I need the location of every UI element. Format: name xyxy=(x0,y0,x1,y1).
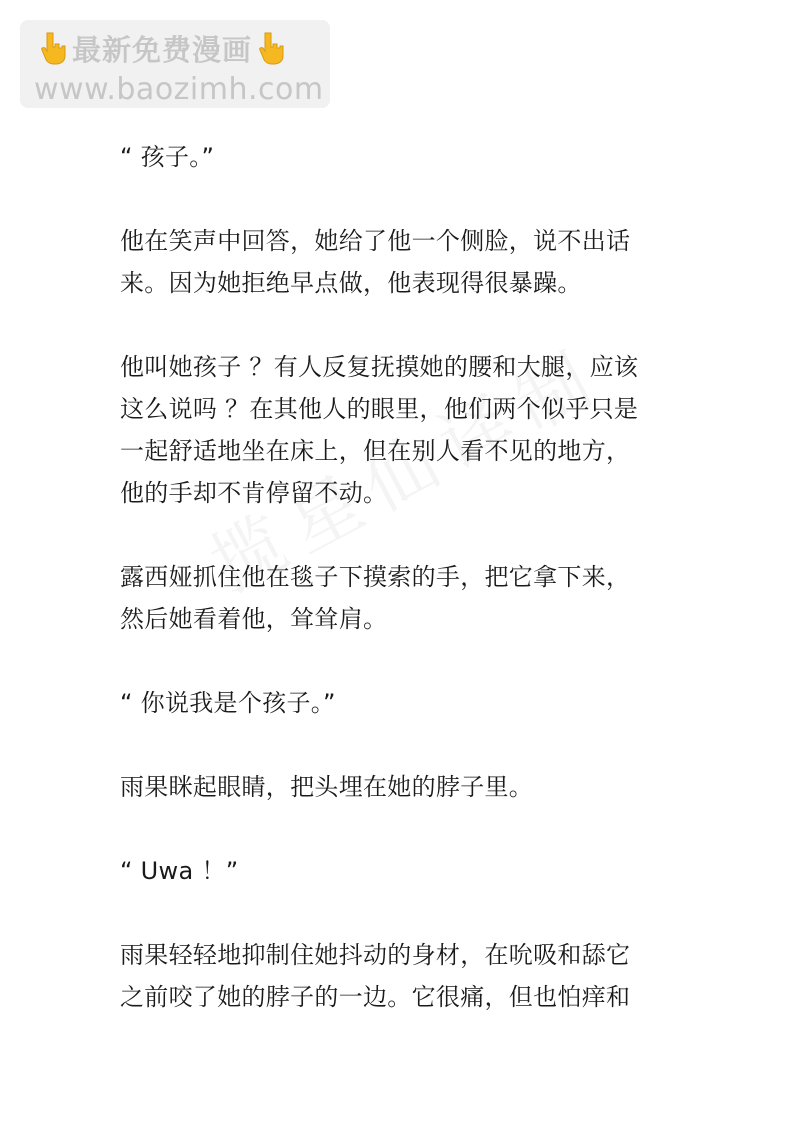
paragraph xyxy=(120,346,680,514)
paragraph-line: 然后她看着他，耸耸肩。 xyxy=(120,605,388,633)
paragraph-line: “ 你说我是个孩子。” xyxy=(120,689,336,717)
badge-title: 最新免费漫画 xyxy=(72,32,253,67)
paragraph xyxy=(120,220,680,304)
article-body xyxy=(120,136,680,1060)
paragraph-line: 他的手却不肯停留不动。 xyxy=(120,479,388,507)
paragraph-line: 来。因为她拒绝早点做，他表现得很暴躁。 xyxy=(120,269,582,297)
paragraph xyxy=(120,556,680,640)
paragraph-line: 这么说吗 ？在其他人的眼里，他们两个似乎只是 xyxy=(120,395,639,423)
paragraph xyxy=(120,682,680,724)
pointing-down-hand-icon xyxy=(38,31,68,65)
paragraph xyxy=(120,766,680,808)
paragraph-line: 一起舒适地坐在床上，但在别人看不见的地方， xyxy=(120,437,631,465)
paragraph-line: 他在笑声中回答，她给了他一个侧脸，说不出话 xyxy=(120,227,631,255)
site-badge xyxy=(20,20,330,108)
paragraph-line: 雨果轻轻地抑制住她抖动的身材，在吮吸和舔它 xyxy=(120,941,631,969)
paragraph-line: 之前咬了她的脖子的一边。它很痛，但也怕痒和 xyxy=(120,983,631,1011)
paragraph xyxy=(120,136,680,178)
badge-url: www.baozimh.com xyxy=(34,72,324,107)
paragraph xyxy=(120,850,680,892)
paragraph-line: 雨果眯起眼睛，把头埋在她的脖子里。 xyxy=(120,773,534,801)
paragraph xyxy=(120,934,680,1018)
paragraph-line: 露西娅抓住他在毯子下摸索的手，把它拿下来， xyxy=(120,563,631,591)
paragraph-line: 他叫她孩子 ？有人反复抚摸她的腰和大腿，应该 xyxy=(120,353,639,381)
pointing-down-hand-icon xyxy=(256,31,286,65)
paragraph-line: “ Uwa ！” xyxy=(120,857,239,885)
paragraph-line: “ 孩子。” xyxy=(120,143,215,171)
badge-title-row xyxy=(34,30,330,66)
